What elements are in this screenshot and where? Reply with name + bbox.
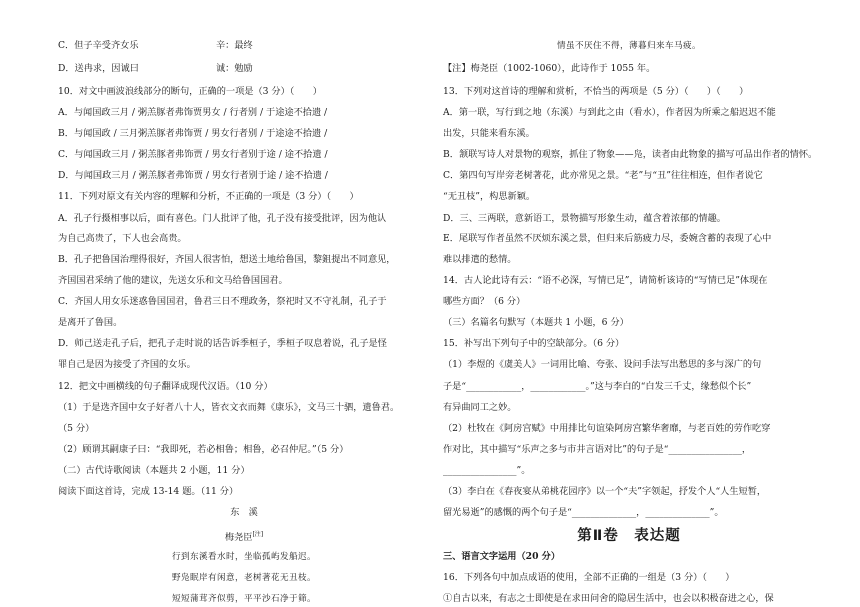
q15-part-3: （3）李白在《春夜宴从弟桃花园序》以一个“夫”字领起，抒发个人“人生短暂， xyxy=(443,486,767,497)
q10-option-d: D．与闻国政三月 / 粥羔豚者弗饰贾 / 男女行者别于途 / 途不拾遗 / xyxy=(58,170,328,181)
q12-part-1-score: （5 分） xyxy=(58,423,95,434)
q13-option-d: D．三、三两联，意新语工，景物描写形象生动，蕴含着浓郁的情趣。 xyxy=(443,213,726,224)
q12-part-1: （1）于是选齐国中女子好者八十人，皆衣文衣而舞《康乐》，文马三十驷，遗鲁君。 xyxy=(58,402,400,413)
reading-instruction: 阅读下面这首诗，完成 13-14 题。（11 分） xyxy=(58,486,239,497)
section-language-heading: 三、语言文字运用（20 分） xyxy=(443,551,561,562)
q11-option-b-2: 齐国国君采纳了他的建议，先送女乐和文马给鲁国国君。 xyxy=(58,275,288,286)
poem-author-note: [注] xyxy=(252,531,264,538)
q13-option-c-2: “无丑枝”，构思新颖。 xyxy=(443,191,536,202)
q15-part-2: （2）杜牧在《阿房宫赋》中用排比句谊染阿房宫繁华奢靡，与老百姓的劳作吃穿 xyxy=(443,423,771,434)
q11-option-d-1: D．师己送走孔子后，把孔子走时说的话告诉季桓子，季桓子叹息着说，孔子是怪 xyxy=(58,338,387,349)
poem-author-line xyxy=(58,529,430,544)
q10-option-a: A．与闻国政三月 / 粥羔豚者弗饰贾男女 / 行者别 / 于途途不拾遗 / xyxy=(58,107,328,118)
q16-item-1: ①自古以来，有志之士即使是在求田问舍的隐居生活中，也会以积极奋进之心，保 xyxy=(443,593,774,604)
poem-note: 【注】梅尧臣（1002-1060），此诗作于 1055 年。 xyxy=(443,63,656,74)
option-d-text: D．送冉求，因诚曰 xyxy=(58,63,139,74)
q12-part-2: （2）顾谓其嗣康子曰：“我即死，若必相鲁；相鲁，必召仲尼。”（5 分） xyxy=(58,444,349,455)
q11-option-c-1: C．齐国人用女乐迷惑鲁国国君，鲁君三日不理政务，祭祀时又不守礼制，孔子于 xyxy=(58,296,387,307)
option-d-line xyxy=(58,63,253,75)
poem-title: 东 溪 xyxy=(230,507,258,518)
q15-part-2-end: ________________”。 xyxy=(443,465,531,476)
q15-part-1-end: 有异曲同工之妙。 xyxy=(443,402,517,413)
question-16: 16．下列各句中加点成语的使用，全部不正确的一组是（3 分）（ ） xyxy=(443,572,735,583)
poem-line-3: 短短蒲茸齐似剪，平平沙石净于筛。 xyxy=(172,594,316,604)
poem-line-2: 野凫眠岸有闲意，老树著花无丑枝。 xyxy=(172,573,316,583)
q11-option-d-2: 罪自己是因为接受了齐国的女乐。 xyxy=(58,359,196,370)
option-c-text: C．但子辛受齐女乐 xyxy=(58,40,139,51)
q13-option-c-1: C．第四句写岸旁老树著花，此亦常见之景。“老”与“丑”往往相连，但作者说它 xyxy=(443,170,763,181)
q13-option-e-1: E．尾联写作者虽然不厌烦东溪之景，但归来后筋疲力尽，委婉含蓄的表现了心中 xyxy=(443,233,772,244)
q10-option-c: C．与闻国政三月 / 粥羔豚者弗饰贾 / 男女行者别于途 / 途不拾遗 / xyxy=(58,149,328,160)
question-10: 10．对文中画波浪线部分的断句，正确的一项是（3 分）（ ） xyxy=(58,86,322,97)
question-15: 15．补写出下列句子中的空缺部分。（6 分） xyxy=(443,338,625,349)
option-d-gloss: 诚：勉励 xyxy=(216,63,253,74)
q13-option-e-2: 难以排遣的愁情。 xyxy=(443,254,517,265)
option-c-line xyxy=(58,40,253,52)
question-14-cont: 哪些方面？（6 分） xyxy=(443,296,526,307)
part-two-title: 第Ⅱ卷 表达题 xyxy=(577,528,681,544)
poem-line-4: 情虽不厌住不得，薄暮归来车马疲。 xyxy=(557,41,701,51)
question-13: 13．下列对这首诗的理解和赏析，不恰当的两项是（5 分）（ ）（ ） xyxy=(443,86,749,97)
q13-option-b: B．颔联写诗人对景物的观察，抓住了物象——凫，读者由此物象的描写可品出作者的情怀。 xyxy=(443,149,818,160)
q13-option-a-2: 出发，只能来看东溪。 xyxy=(443,128,535,139)
question-11: 11．下列对原文有关内容的理解和分析，不正确的一项是（3 分）（ ） xyxy=(58,191,359,202)
poem-line-1: 行到东溪看水时，坐临孤屿发船迟。 xyxy=(172,552,316,562)
q11-option-a-1: A．孔子行摄相事以后，面有喜色。门人批评了他，孔子没有接受批评，因为他认 xyxy=(58,213,387,224)
section-poetry-heading: （二）古代诗歌阅读（本题共 2 小题，11 分） xyxy=(58,465,250,476)
q15-part-2-blanks: 作对比，其中描写“乐声之多与市井言语对比”的句子是“________________， xyxy=(443,444,752,455)
q11-option-a-2: 为自己高贵了，下人也会高贵。 xyxy=(58,233,187,244)
option-c-gloss: 辛：最终 xyxy=(216,40,253,51)
q15-part-1-blanks: 子是“____________，____________。”这与李白的“白发三千丈，缘愁似个长” xyxy=(443,381,752,392)
question-14: 14．古人论此诗有云：“语不必深，写情已足”，请简析该诗的“写情已足”体现在 xyxy=(443,275,768,286)
q15-part-3-blanks: 留光易逝”的感慨的两个句子是“______________，______________”。 xyxy=(443,507,724,518)
section-recitation-heading: （三）名篇名句默写（本题共 1 小题，6 分） xyxy=(443,317,629,328)
q13-option-a-1: A．第一联，写行到之地（东溪）与到此之由（看水），作者因为所乘之船迟迟不能 xyxy=(443,107,776,118)
q10-option-b: B．与闻国政 / 三月粥羔豚者弗饰贾 / 男女行者别 / 于途途不拾遗 / xyxy=(58,128,328,139)
q11-option-c-2: 是离开了鲁国。 xyxy=(58,317,123,328)
q11-option-b-1: B．孔子把鲁国治理得很好，齐国人很害怕，想送土地给鲁国，黎鉏提出不同意见， xyxy=(58,254,396,265)
q15-part-1: （1）李煜的《虞美人》一词用比喻、夸张、设问手法写出愁思的多与深广的句 xyxy=(443,359,762,370)
question-12: 12．把文中画横线的句子翻译成现代汉语。（10 分） xyxy=(58,381,273,392)
poem-author: 梅尧臣 xyxy=(224,532,253,544)
